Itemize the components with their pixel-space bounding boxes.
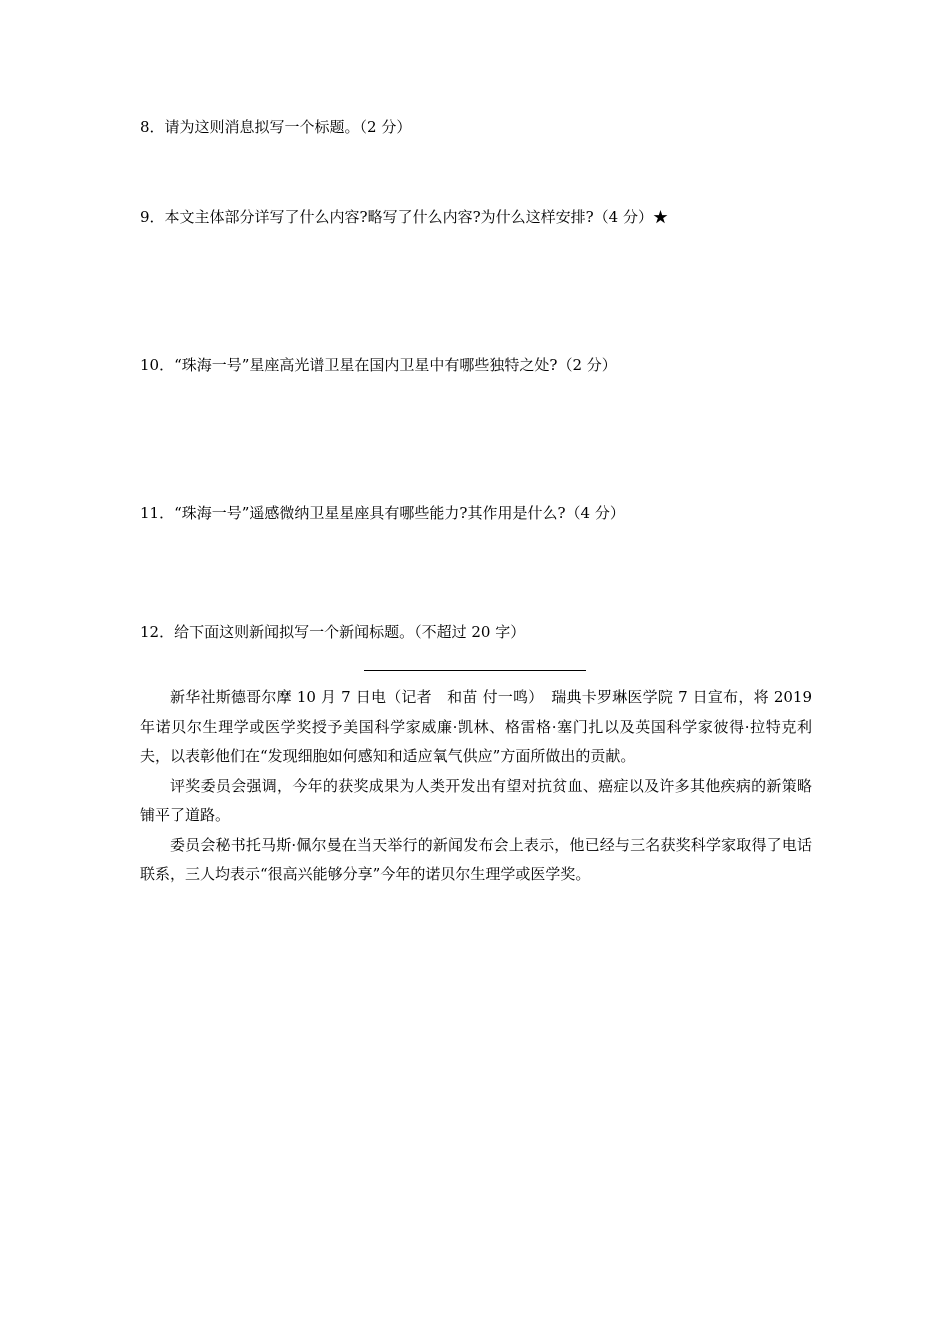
news-paragraph: 委员会秘书托马斯·佩尔曼在当天举行的新闻发布会上表示，他已经与三名获奖科学家取得了电话联系，三人均表示“很高兴能够分享”今年的诺贝尔生理学或医学奖。 xyxy=(140,835,812,883)
question-10: 10．“珠海一号”星座高光谱卫星在国内卫星中有哪些独特之处?（2 分） xyxy=(140,356,617,374)
question-11: 11．“珠海一号”遥感微纳卫星星座具有哪些能力?其作用是什么?（4 分） xyxy=(140,504,625,522)
question-9: 9．本文主体部分详写了什么内容?略写了什么内容?为什么这样安排?（4 分）★ xyxy=(140,208,668,226)
news-paragraph: 新华社斯德哥尔摩 10 月 7 日电（记者 和苗 付一鸣） 瑞典卡罗琳医学院 7 日宣布，将 2019 年诺贝尔生理学或医学奖授予美国科学家威廉·凯林、格雷格·塞门扎以及英国科学家彼得·拉特克利夫，以表彰他们在“发现细胞如何感知和适应氧气供应”方面所做出的贡献。 xyxy=(140,688,812,765)
question-12: 12．给下面这则新闻拟写一个新闻标题。（不超过 20 字） xyxy=(140,623,526,641)
news-passage xyxy=(140,683,812,890)
news-paragraph: 评奖委员会强调，今年的获奖成果为人类开发出有望对抗贫血、癌症以及许多其他疾病的新策略铺平了道路。 xyxy=(140,776,812,824)
question-8: 8．请为这则消息拟写一个标题。（2 分） xyxy=(140,118,412,136)
title-answer-blank[interactable] xyxy=(364,670,586,671)
